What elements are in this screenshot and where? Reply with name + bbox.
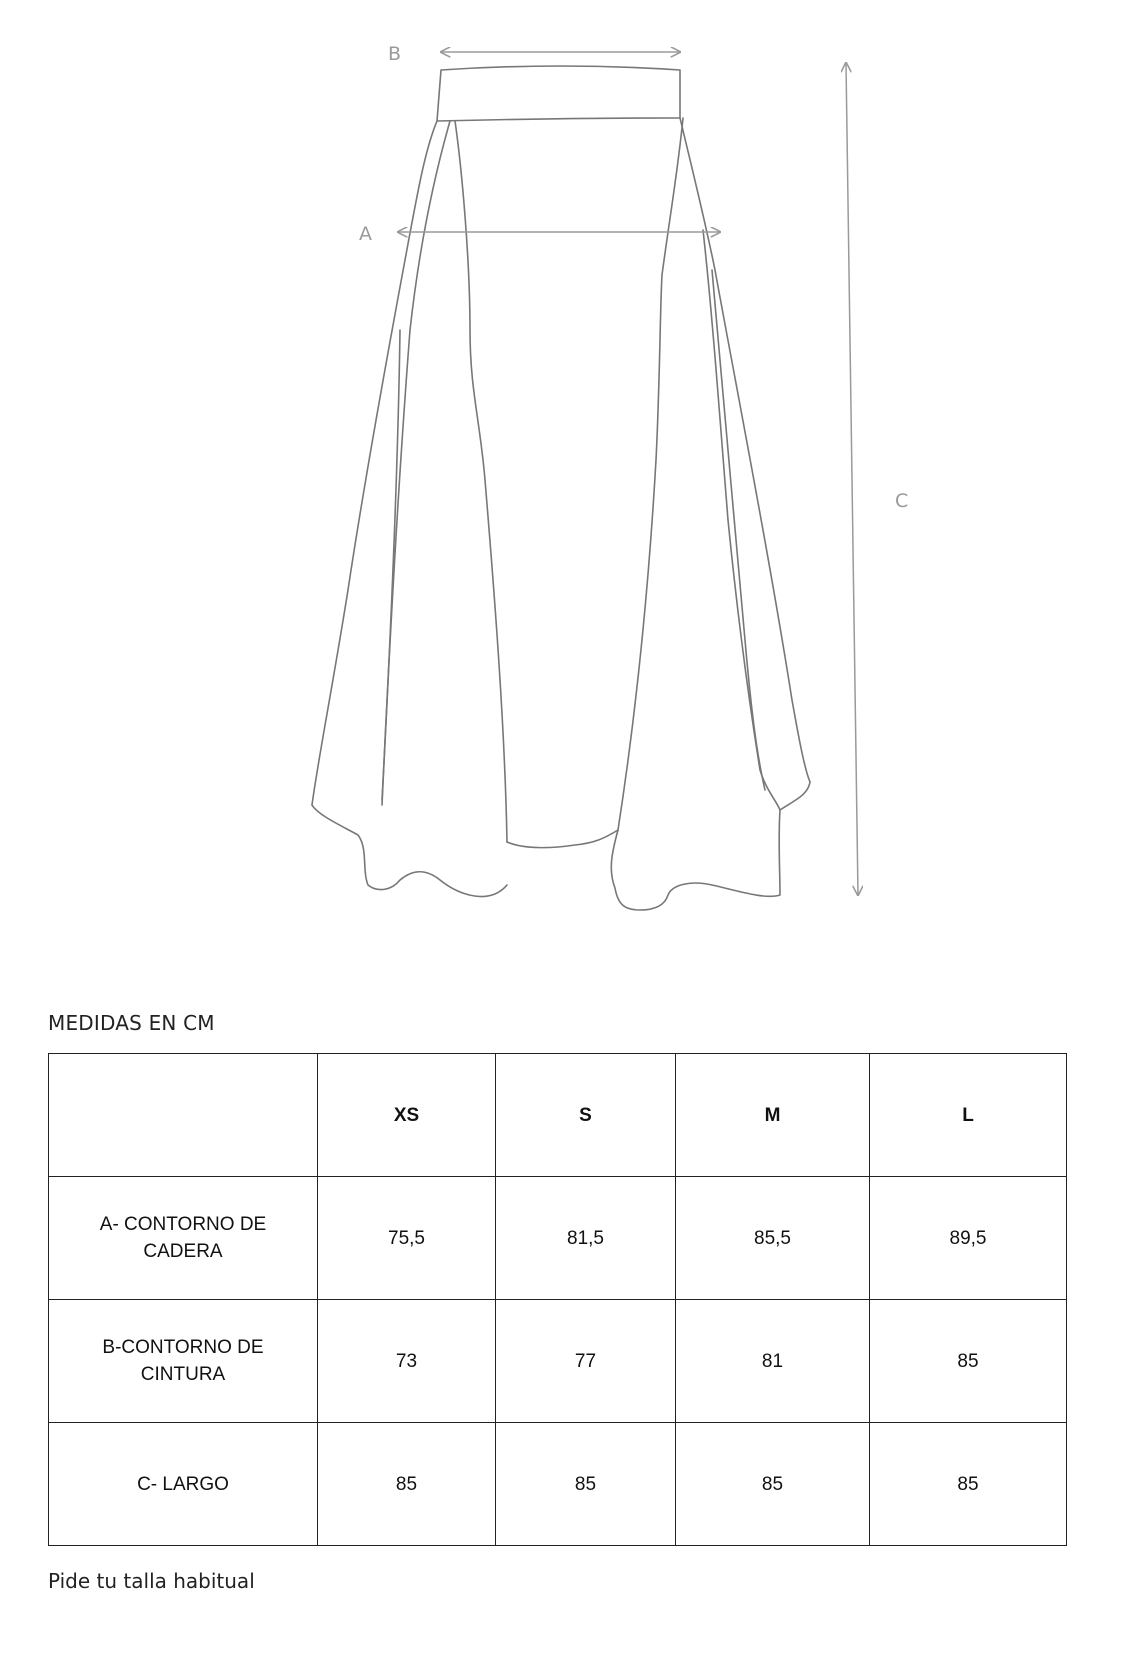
row-label: B-CONTORNO DE CINTURA <box>49 1300 318 1423</box>
cell-value: 85 <box>496 1423 676 1546</box>
header-size-xs: XS <box>318 1054 496 1177</box>
dimension-c-label: C <box>895 490 909 512</box>
table-row <box>49 1423 1067 1546</box>
cell-value: 85 <box>870 1423 1067 1546</box>
header-empty-cell <box>49 1054 318 1177</box>
header-size-s: S <box>496 1054 676 1177</box>
dimension-b-label: B <box>388 43 402 65</box>
cell-value: 77 <box>496 1300 676 1423</box>
right-panel-seam-inner <box>712 270 765 790</box>
right-front-panel <box>618 118 683 830</box>
right-panel-seam <box>703 230 780 810</box>
hem-right <box>611 782 810 910</box>
skirt-outline <box>312 66 810 910</box>
hem-left <box>312 805 507 896</box>
dimension-a-label: A <box>359 223 372 245</box>
cell-value: 85 <box>676 1423 870 1546</box>
cell-value: 81,5 <box>496 1177 676 1300</box>
dimension-arrows <box>398 52 858 895</box>
size-table-header-row <box>49 1054 1067 1177</box>
row-label: A- CONTORNO DE CADERA <box>49 1177 318 1300</box>
cell-value: 75,5 <box>318 1177 496 1300</box>
waistband <box>437 66 680 121</box>
header-size-m: M <box>676 1054 870 1177</box>
size-table <box>48 1053 1067 1546</box>
left-panel-seam-inner <box>382 330 400 800</box>
cell-value: 81 <box>676 1300 870 1423</box>
cell-value: 85,5 <box>676 1177 870 1300</box>
cell-value: 89,5 <box>870 1177 1067 1300</box>
left-panel-seam-outer <box>382 121 450 805</box>
section-title: MEDIDAS EN CM <box>48 1011 215 1035</box>
cell-value: 73 <box>318 1300 496 1423</box>
table-row <box>49 1300 1067 1423</box>
cell-value: 85 <box>870 1300 1067 1423</box>
hem-middle <box>507 830 618 848</box>
header-size-l: L <box>870 1054 1067 1177</box>
left-front-panel <box>455 121 507 842</box>
right-outer-edge <box>680 118 810 782</box>
row-label: C- LARGO <box>49 1423 318 1546</box>
cell-value: 85 <box>318 1423 496 1546</box>
footer-note: Pide tu talla habitual <box>48 1569 255 1593</box>
table-row <box>49 1177 1067 1300</box>
dimension-c-arrow <box>846 63 858 895</box>
left-outer-edge <box>312 121 437 805</box>
